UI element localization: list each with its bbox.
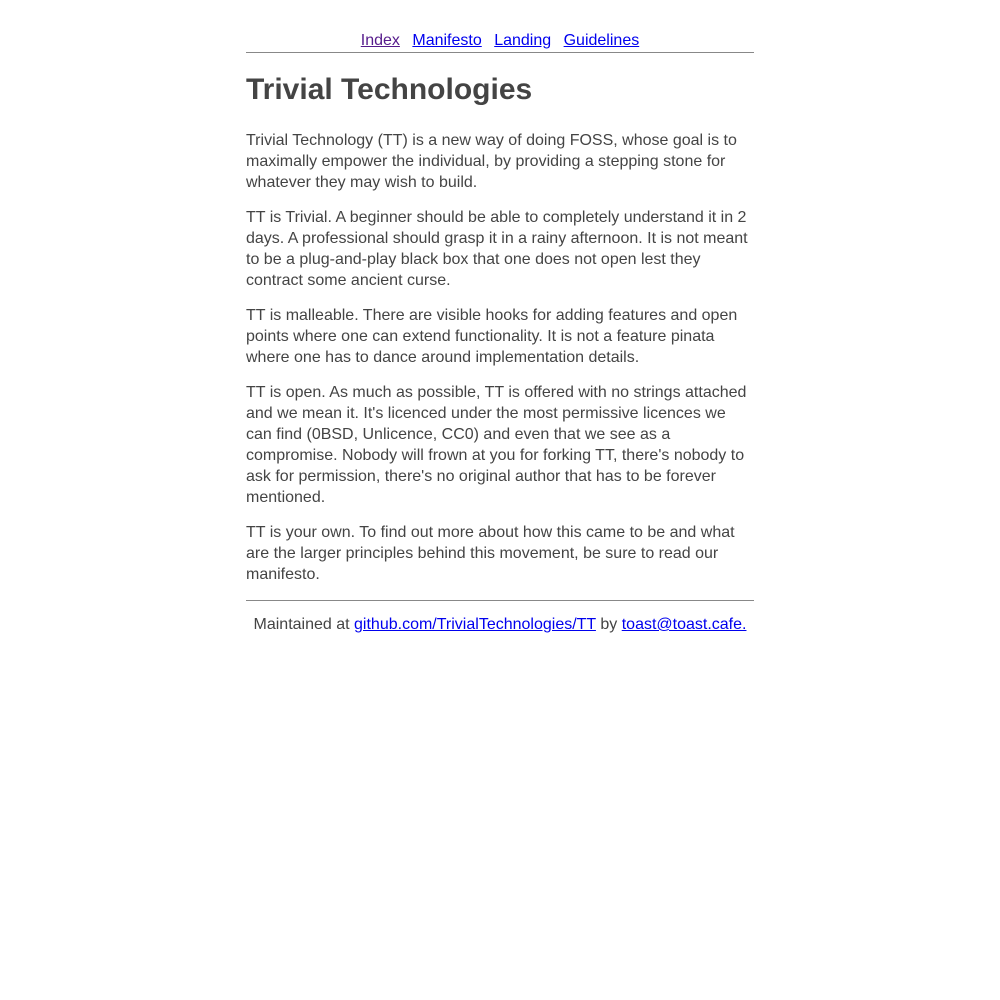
footer-prefix: Maintained at (253, 616, 355, 633)
nav-link-landing[interactable]: Landing (494, 32, 552, 49)
page-title: Trivial Technologies (246, 73, 533, 106)
page-container (246, 0, 754, 634)
footer-by: by (595, 616, 622, 633)
your-own-paragraph: TT is your own. To find out more about how this came to be and what are the larger principles behind this movement, be sure to read our manifesto. (246, 524, 735, 583)
nav-link-guidelines[interactable]: Guidelines (563, 32, 640, 49)
open-paragraph: TT is open. As much as possible, TT is offered with no strings attached and we mean it. It's licenced under the most permissive licences we can find (0BSD, Unlicence, CC0) and even that we see as a compromise. Nobody will frown at you for forking TT, there's nobody to ask for permission, there's no original author that has to be forever mentioned. (246, 384, 747, 506)
nav-link-manifesto[interactable]: Manifesto (412, 32, 482, 49)
malleable-paragraph: TT is malleable. There are visible hooks for adding features and open points where one can extend functionality. It is not a feature pinata where one has to dance around implementation details. (246, 307, 738, 366)
repo-link[interactable]: github.com/TrivialTechnologies/TT (354, 616, 596, 633)
top-nav (246, 32, 754, 53)
nav-link-index[interactable]: Index (360, 32, 400, 49)
intro-paragraph: Trivial Technology (TT) is a new way of doing FOSS, whose goal is to maximally empower the individual, by providing a stepping stone for whatever they may wish to build. (246, 132, 737, 191)
author-email-link[interactable]: toast@toast.cafe. (621, 616, 747, 633)
footer-divider (246, 600, 754, 601)
trivial-paragraph: TT is Trivial. A beginner should be able to completely understand it in 2 days. A professional should grasp it in a rainy afternoon. It is not meant to be a plug-and-play black box that one does not open lest they contract some ancient curse. (246, 209, 748, 289)
footer (246, 616, 754, 634)
